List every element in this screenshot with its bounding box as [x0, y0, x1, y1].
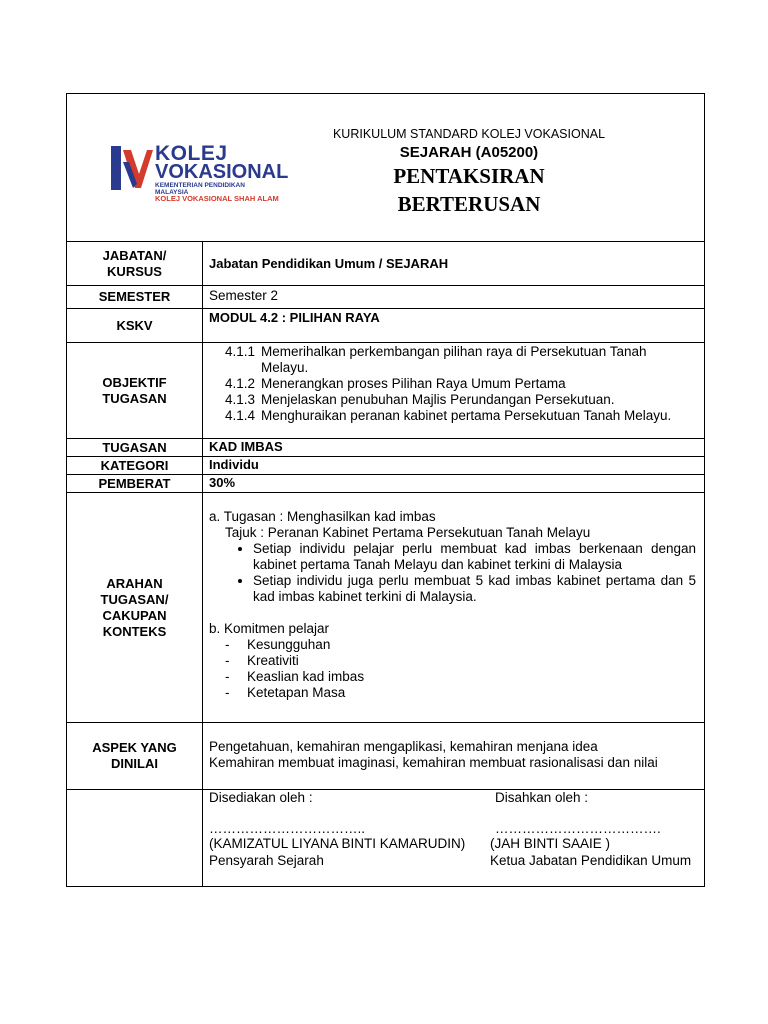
value-objektif [203, 343, 704, 438]
label-objektif-b: TUGASAN [102, 390, 167, 406]
commitment-text: Kreativiti [247, 653, 299, 668]
curriculum-title: KURIKULUM STANDARD KOLEJ VOKASIONAL [332, 127, 606, 141]
assessment-title-a: PENTAKSIRAN [393, 164, 545, 188]
objective-text: Menerangkan proses Pilihan Raya Umum Pertama [261, 376, 566, 391]
label-arahan-4: KONTEKS [102, 623, 167, 639]
row-tugasan [67, 439, 704, 457]
approved-signature-line: ………………………………. [495, 821, 661, 836]
value-jabatan: Jabatan Pendidikan Umum / SEJARAH [209, 255, 449, 271]
logo-line1: KOLEJ [155, 142, 228, 165]
form-header [67, 94, 704, 242]
kv-emblem-icon [109, 144, 153, 192]
label-aspek-a: ASPEK YANG [92, 740, 177, 755]
row-jabatan [67, 242, 704, 286]
objective-item [209, 392, 694, 408]
label-arahan-1: ARAHAN [106, 575, 163, 591]
task-bullet: • Setiap individu juga perlu membuat 5 kad imbas kabinet pertama dan 5 kad imbas kabinet terkini di Malaysia. [253, 573, 696, 605]
value-arahan [203, 493, 704, 722]
commitment-item: - Ketetapan Masa [225, 685, 346, 700]
objective-number: 4.1.1 [225, 344, 256, 359]
row-semester [67, 286, 704, 309]
row-aspek [67, 723, 704, 790]
objective-item [209, 376, 694, 392]
header-title-block [329, 126, 609, 218]
objective-text: Menghuraikan peranan kabinet pertama Persekutuan Tanah Melayu. [261, 408, 672, 423]
value-kategori: Individu [209, 457, 259, 472]
prepared-by-label: Disediakan oleh : [209, 790, 313, 805]
approved-role: Ketua Jabatan Pendidikan Umum [490, 853, 692, 868]
aspek-line-1: Pengetahuan, kemahiran mengaplikasi, kemahiran menjana idea [209, 739, 598, 754]
label-objektif-a: OBJEKTIF [102, 374, 167, 390]
commitment-text: Ketetapan Masa [247, 685, 346, 700]
label-aspek [67, 723, 203, 789]
commitment-text: Kesungguhan [247, 637, 331, 652]
objective-text: Menjelaskan penubuhan Majlis Perundangan Persekutuan. [261, 392, 615, 407]
label-jabatan [67, 242, 203, 285]
task-bullet: • Setiap individu pelajar perlu membuat kad imbas berkenaan dengan kabinet pertama Tanah Melayu dan kabinet terkini di Malaysia [253, 541, 696, 573]
objective-number: 4.1.4 [225, 408, 256, 423]
label-pemberat: PEMBERAT [67, 475, 203, 492]
task-b-title: b. Komitmen pelajar [209, 621, 330, 636]
assessment-title-b: BERTERUSAN [397, 192, 541, 216]
logo-line2: VOKASIONAL [155, 161, 289, 183]
objective-number: 4.1.2 [225, 376, 256, 391]
objective-number: 4.1.3 [225, 392, 256, 407]
row-objektif [67, 343, 704, 439]
label-arahan-3: CAKUPAN [102, 607, 167, 623]
row-arahan [67, 493, 704, 723]
label-objektif [67, 343, 203, 438]
value-tugasan: KAD IMBAS [209, 439, 283, 454]
task-a-tajuk: Tajuk : Peranan Kabinet Pertama Persekutuan Tanah Melayu [225, 525, 591, 540]
prepared-signature-line: …………………………….. [209, 821, 366, 836]
objective-item [209, 344, 694, 376]
logo-subtitle: KEMENTERIAN PENDIDIKAN MALAYSIA [155, 182, 245, 196]
prepared-role: Pensyarah Sejarah [209, 853, 324, 868]
prepared-name: (KAMIZATUL LIYANA BINTI KAMARUDIN) [209, 836, 466, 851]
value-signature [203, 790, 704, 886]
row-kskv [67, 309, 704, 343]
value-pemberat: 30% [209, 475, 236, 490]
task-a-title: a. Tugasan : Menghasilkan kad imbas [209, 509, 436, 524]
row-pemberat [67, 475, 704, 493]
assessment-form [66, 93, 705, 887]
value-kskv: MODUL 4.2 : PILIHAN RAYA [209, 310, 380, 325]
label-arahan-2: TUGASAN/ [100, 591, 169, 607]
objective-list [209, 344, 694, 424]
objective-text: Memerihalkan perkembangan pilihan raya di Persekutuan Tanah Melayu. [261, 344, 647, 375]
label-semester: SEMESTER [67, 286, 203, 308]
commitment-item: - Keaslian kad imbas [225, 669, 365, 684]
row-signature [67, 790, 704, 886]
objective-item [209, 408, 694, 424]
logo-campus: KOLEJ VOKASIONAL SHAH ALAM [155, 194, 279, 203]
label-kategori: KATEGORI [67, 457, 203, 474]
label-arahan [67, 493, 203, 722]
commitment-item: - Kesungguhan [225, 637, 331, 652]
kolej-vokasional-logo [109, 142, 289, 208]
aspek-line-2: Kemahiran membuat imaginasi, kemahiran membuat rasionalisasi dan nilai [209, 755, 658, 770]
label-aspek-b: DINILAI [111, 756, 158, 771]
approved-by-label: Disahkan oleh : [495, 790, 589, 805]
row-kategori [67, 457, 704, 475]
task-bullet-list [209, 541, 696, 605]
label-jabatan-text: JABATAN/ KURSUS [102, 247, 167, 279]
label-tugasan: TUGASAN [67, 439, 203, 456]
commitment-text: Keaslian kad imbas [247, 669, 365, 684]
label-signature-empty [67, 790, 203, 886]
value-aspek [203, 723, 704, 789]
value-semester: Semester 2 [209, 288, 279, 303]
commitment-item: - Kreativiti [225, 653, 299, 668]
label-kskv: KSKV [67, 309, 203, 342]
subject-title: SEJARAH (A05200) [399, 144, 539, 161]
approved-name: (JAH BINTI SAAIE ) [490, 836, 611, 851]
